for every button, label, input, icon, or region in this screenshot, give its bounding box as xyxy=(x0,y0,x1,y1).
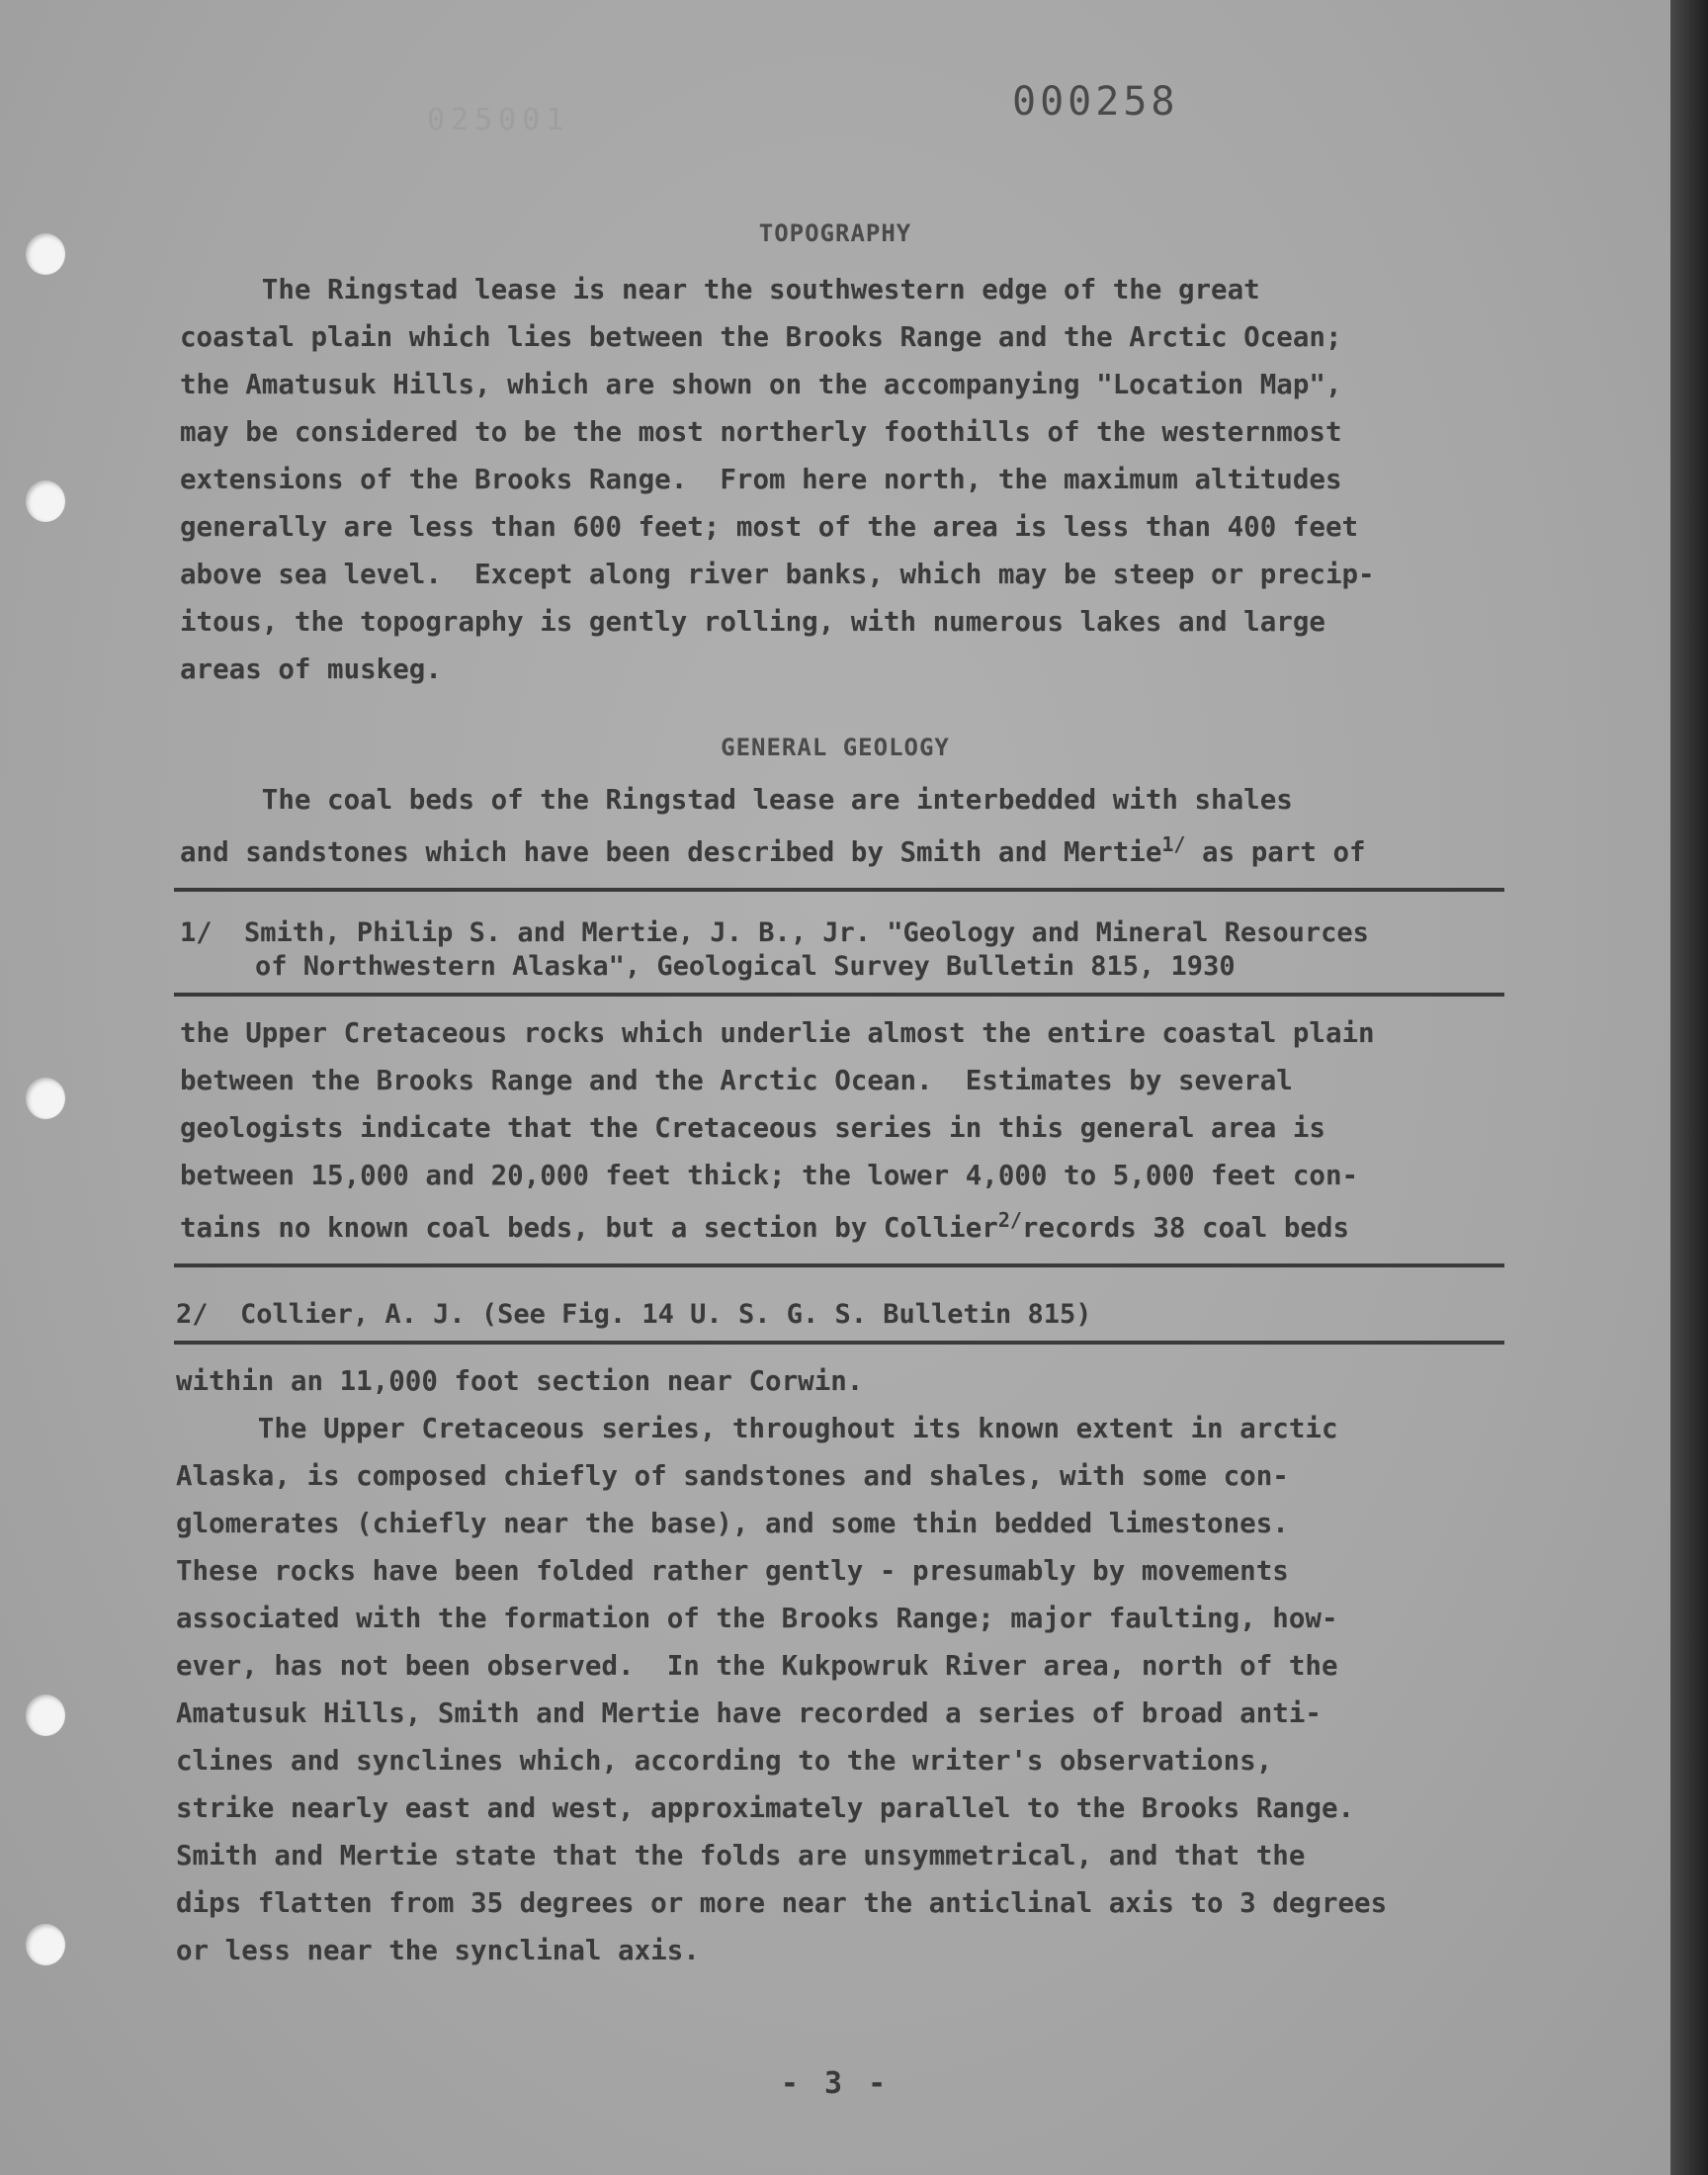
footnote-rule-top xyxy=(174,1263,1504,1267)
heading-general-geology: GENERAL GEOLOGY xyxy=(721,734,950,761)
footnote-1: 1/ Smith, Philip S. and Mertie, J. B., Jr. "Geology and Mineral Resources xyxy=(180,917,1369,948)
scan-edge-shadow xyxy=(1670,0,1708,2175)
text-line: These rocks have been folded rather gently - presumably by movements xyxy=(176,1555,1289,1587)
footnote-ref-1: 1/ xyxy=(1161,832,1186,856)
punch-hole xyxy=(26,480,65,522)
text-line: or less near the synclinal axis. xyxy=(176,1935,700,1966)
text-line: areas of muskeg. xyxy=(180,653,442,685)
text-line: associated with the formation of the Brooks Range; major faulting, how- xyxy=(176,1603,1338,1634)
text-line: above sea level. Except along river banks, which may be steep or precip- xyxy=(180,559,1375,590)
text-line: clines and synclines which, according to the writer's observations, xyxy=(176,1745,1273,1777)
text-line: between 15,000 and 20,000 feet thick; the lower 4,000 to 5,000 feet con- xyxy=(180,1160,1359,1191)
footnote-ref-2: 2/ xyxy=(997,1208,1022,1232)
text-line: The Upper Cretaceous series, throughout its known extent in arctic xyxy=(176,1413,1338,1444)
footnote-1-continued: of Northwestern Alaska", Geological Survey Bulletin 815, 1930 xyxy=(255,951,1236,982)
text-line: itous, the topography is gently rolling, with numerous lakes and large xyxy=(180,606,1325,638)
text-line: The coal beds of the Ringstad lease are interbedded with shales xyxy=(180,784,1293,816)
footnote-2: 2/ Collier, A. J. (See Fig. 14 U. S. G. S. Bulletin 815) xyxy=(176,1299,1092,1330)
text-line: glomerates (chiefly near the base), and some thin bedded limestones. xyxy=(176,1508,1289,1539)
footnote-rule-top xyxy=(174,888,1504,892)
footnote-marker: 1/ xyxy=(180,917,213,948)
text-line: geologists indicate that the Cretaceous series in this general area is xyxy=(180,1112,1325,1144)
text-line: tains no known coal beds, but a section by Collier$^{2/}$records 38 coal beds xyxy=(180,1208,1350,1245)
text-line: Amatusuk Hills, Smith and Mertie have recorded a series of broad anti- xyxy=(176,1697,1322,1729)
text-line: dips flatten from 35 degrees or more near the anticlinal axis to 3 degrees xyxy=(176,1887,1388,1919)
page-number: - 3 - xyxy=(780,2066,891,2101)
footnote-rule-bottom xyxy=(174,993,1504,997)
heading-topography: TOPOGRAPHY xyxy=(758,219,912,247)
punch-hole xyxy=(26,1924,65,1965)
punch-hole xyxy=(26,1078,65,1119)
text-line: extensions of the Brooks Range. From here north, the maximum altitudes xyxy=(180,464,1342,495)
text-line: coastal plain which lies between the Brooks Range and the Arctic Ocean; xyxy=(180,321,1342,353)
text-line: Alaska, is composed chiefly of sandstones and shales, with some con- xyxy=(176,1460,1289,1492)
footnote-rule-bottom xyxy=(174,1341,1504,1345)
text-line: between the Brooks Range and the Arctic Ocean. Estimates by several xyxy=(180,1065,1293,1096)
footnote-marker: 2/ xyxy=(176,1299,209,1330)
text-line: The Ringstad lease is near the southwestern edge of the great xyxy=(180,274,1260,305)
text-line: the Amatusuk Hills, which are shown on the accompanying "Location Map", xyxy=(180,369,1342,400)
text-line: may be considered to be the most northerly foothills of the westernmost xyxy=(180,416,1342,448)
faint-stamp-number: 025001 xyxy=(427,103,570,137)
text-line: strike nearly east and west, approximately parallel to the Brooks Range. xyxy=(176,1792,1355,1824)
text-line: and sandstones which have been described by Smith and Mertie$^{1/}$ as part of xyxy=(180,832,1366,869)
text-line: within an 11,000 foot section near Corwin. xyxy=(176,1365,864,1397)
text-line: ever, has not been observed. In the Kukpowruk River area, north of the xyxy=(176,1650,1338,1682)
document-number: 000258 xyxy=(1012,79,1179,125)
text-line: generally are less than 600 feet; most of the area is less than 400 feet xyxy=(180,511,1359,543)
punch-hole xyxy=(26,1695,65,1736)
text-line: the Upper Cretaceous rocks which underlie almost the entire coastal plain xyxy=(180,1017,1375,1049)
text-line: Smith and Mertie state that the folds are unsymmetrical, and that the xyxy=(176,1840,1306,1871)
